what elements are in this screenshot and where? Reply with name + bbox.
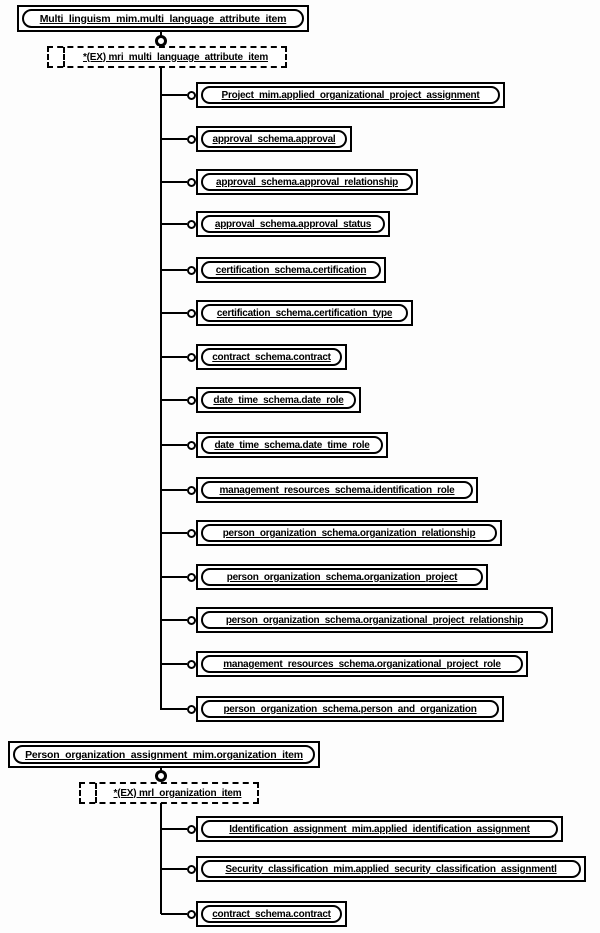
external-reference-label: *(EX) mri_multi_language_attribute_item (82, 51, 269, 63)
reference-circle-icon (187, 573, 196, 582)
entity-stadium (201, 524, 497, 542)
connector-line (161, 312, 187, 314)
child-row (161, 344, 347, 370)
entity-stadium (201, 86, 500, 104)
entity-label: person_organization_schema.organizational_project_relationship (225, 614, 524, 626)
child-row (161, 432, 388, 458)
connector-line (161, 708, 187, 710)
entity-node (196, 300, 413, 326)
entity-label: date_time_schema.date_time_role (214, 439, 370, 451)
entity-node (196, 564, 488, 590)
child-row (161, 816, 563, 842)
child-row (161, 477, 478, 503)
reference-circle-icon (187, 910, 196, 919)
entity-stadium (201, 655, 523, 673)
child-row (161, 169, 418, 195)
connector-line (161, 532, 187, 534)
child-row (161, 126, 352, 152)
entity-stadium (201, 348, 342, 366)
reference-circle-icon (187, 825, 196, 834)
entity-stadium (201, 860, 581, 878)
entity-label: person_organization_schema.organization_relationship (222, 527, 476, 539)
child-row (161, 211, 390, 237)
entity-node (196, 816, 563, 842)
entity-stadium (201, 173, 413, 191)
reference-circle-icon (187, 266, 196, 275)
connector-line (161, 399, 187, 401)
child-row (161, 856, 586, 882)
entity-label: certification_schema.certification_type (216, 307, 393, 319)
entity-label: person_organization_schema.person_and_organization (223, 703, 477, 715)
child-row (161, 901, 347, 927)
connector-line (161, 868, 187, 870)
entity-stadium (201, 391, 356, 409)
reference-circle-icon (187, 396, 196, 405)
entity-label: approval_schema.approval_status (214, 218, 372, 230)
connector-line (161, 489, 187, 491)
connector-line (161, 828, 187, 830)
child-row (161, 651, 528, 677)
reference-circle-icon (187, 486, 196, 495)
entity-node (196, 82, 505, 108)
child-row (161, 564, 488, 590)
entity-label: Identification_assignment_mim.applied_identification_assignment (229, 823, 530, 835)
entity-node (196, 169, 418, 195)
connector-line (161, 138, 187, 140)
reference-divider (95, 783, 97, 803)
entity-label: Security_classification_mim.applied_security_classification_assignmentl (225, 863, 557, 875)
entity-stadium (201, 130, 347, 148)
aggregation-circle-icon (155, 770, 167, 782)
entity-node (196, 126, 352, 152)
reference-circle-icon (187, 616, 196, 625)
connector-line (161, 94, 187, 96)
entity-node (196, 651, 528, 677)
reference-circle-icon (187, 529, 196, 538)
entity-stadium (201, 700, 499, 718)
connector-line (161, 913, 187, 915)
child-row (161, 300, 413, 326)
external-reference-box (79, 782, 259, 804)
connector-line (161, 181, 187, 183)
entity-label: contract_schema.contract (212, 908, 331, 920)
entity-label: management_resources_schema.identification_role (219, 484, 455, 496)
reference-circle-icon (187, 353, 196, 362)
connector-line (161, 223, 187, 225)
parent-entity-label: Person_organization_assignment_mim.organization_item (25, 748, 303, 761)
reference-divider (63, 47, 65, 67)
entity-node (196, 520, 502, 546)
entity-node (196, 477, 478, 503)
entity-stadium (13, 745, 315, 764)
child-row (161, 82, 505, 108)
child-row (161, 520, 502, 546)
reference-circle-icon (187, 309, 196, 318)
entity-label: certification_schema.certification (215, 264, 367, 276)
reference-circle-icon (187, 705, 196, 714)
connector-line (161, 663, 187, 665)
reference-circle-icon (187, 135, 196, 144)
entity-stadium (201, 261, 381, 279)
entity-node (196, 344, 347, 370)
child-row (161, 387, 361, 413)
entity-label: Project_mim.applied_organizational_project_assignment (221, 89, 480, 101)
parent-entity-node (17, 5, 309, 32)
entity-stadium (201, 568, 483, 586)
entity-label: person_organization_schema.organization_project (226, 571, 458, 583)
connector-line (161, 356, 187, 358)
entity-label: date_time_schema.date_role (213, 394, 344, 406)
reference-circle-icon (187, 178, 196, 187)
connector-line (161, 269, 187, 271)
entity-node (196, 432, 388, 458)
entity-stadium (201, 905, 342, 923)
reference-circle-icon (187, 660, 196, 669)
child-row (161, 607, 553, 633)
parent-entity-label: Multi_linguism_mim.multi_language_attribute_item (39, 12, 287, 25)
entity-node (196, 387, 361, 413)
entity-stadium (201, 611, 548, 629)
reference-circle-icon (187, 441, 196, 450)
entity-label: approval_schema.approval_relationship (216, 176, 398, 188)
parent-entity-node (8, 741, 320, 768)
entity-stadium (201, 304, 408, 322)
child-row (161, 257, 386, 283)
entity-stadium (22, 9, 304, 28)
entity-node (196, 257, 386, 283)
entity-label: approval_schema.approval (212, 133, 336, 145)
entity-node (196, 211, 390, 237)
connector-line (161, 576, 187, 578)
entity-stadium (201, 481, 473, 499)
external-reference-label: *(EX) mrl_organization_item (113, 787, 242, 799)
reference-circle-icon (187, 220, 196, 229)
connector-line (161, 444, 187, 446)
entity-stadium (201, 436, 383, 454)
entity-node (196, 696, 504, 722)
entity-node (196, 856, 586, 882)
entity-stadium (201, 215, 385, 233)
reference-circle-icon (187, 865, 196, 874)
entity-node (196, 901, 347, 927)
child-row (161, 696, 504, 722)
reference-circle-icon (187, 91, 196, 100)
entity-stadium (201, 820, 558, 838)
external-reference-box (47, 46, 287, 68)
connector-line (161, 619, 187, 621)
entity-node (196, 607, 553, 633)
entity-label: contract_schema.contract (212, 351, 331, 363)
entity-label: management_resources_schema.organizational_project_role (223, 658, 501, 670)
